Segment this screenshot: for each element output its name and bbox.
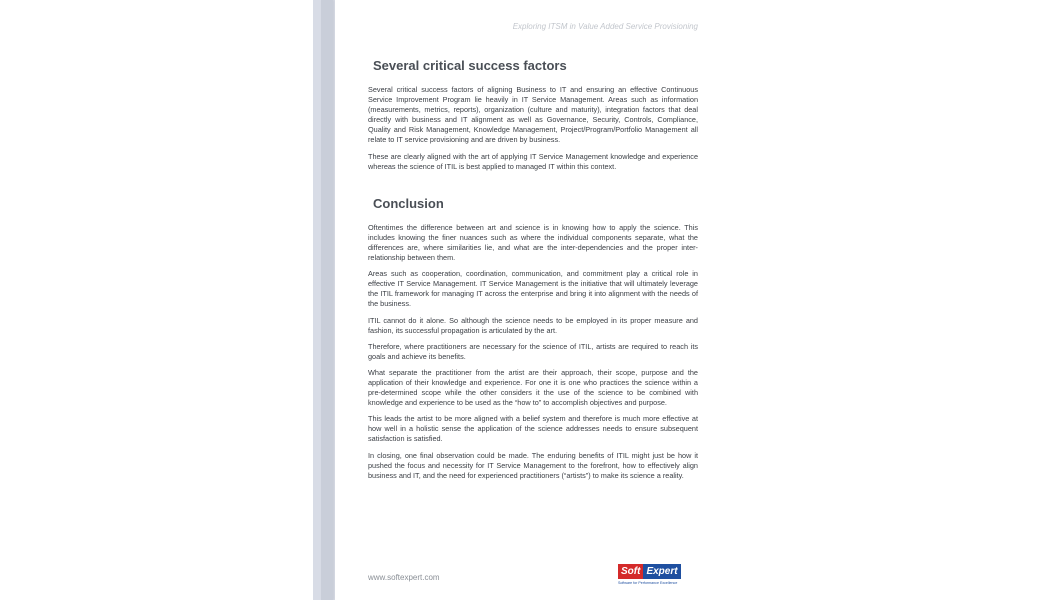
running-header: Exploring ITSM in Value Added Service Provisioning (512, 22, 698, 31)
paragraph: Several critical success factors of aligning Business to IT and ensuring an effective Continuous Service Improvement Program lie heavily in IT Service Management. Areas such as information (measurements, metrics, reports), organization (culture and maturity), integration factors that deal directly with business and IT alignment as well as Governance, Security, Controls, Compliance, Quality and Risk Management, Knowledge Management, Project/Program/Portfolio Management all relate to IT service provisioning and are driven by business. (368, 85, 698, 145)
paragraph: These are clearly aligned with the art of applying IT Service Management knowledge and experience whereas the science of ITIL is best applied to managed IT within this context. (368, 151, 698, 171)
document-page (335, 0, 735, 600)
paragraph: ITIL cannot do it alone. So although the science needs to be employed in its proper measure and fashion, its successful propagation is articulated by the art. (368, 315, 698, 335)
section-heading-success-factors: Several critical success factors (373, 58, 567, 73)
logo-expert-text: Expert (643, 564, 680, 579)
footer-url: www.softexpert.com (368, 573, 440, 582)
paragraph: Oftentimes the difference between art and science is in knowing how to apply the science. This includes knowing the finer nuances such as where the individual components separate, what the differences are, where similarities lie, and what are the inter-dependencies and the proper inter-relationship between them. (368, 222, 698, 263)
paragraph: In closing, one final observation could be made. The enduring benefits of ITIL might just be how it pushed the focus and necessity for IT Service Management to the forefront, how to effectively align business and IT, and the need for experienced practitioners (“artists”) to make its science a reality. (368, 450, 698, 480)
paragraph: Therefore, where practitioners are necessary for the science of ITIL, artists are required to reach its goals and achieve its benefits. (368, 341, 698, 361)
paragraph: This leads the artist to be more aligned with a belief system and therefore is much more effective at how well in a holistic sense the application of the science addresses needs to ensure subsequent satisfaction is satisfied. (368, 414, 698, 444)
section-heading-conclusion: Conclusion (373, 195, 444, 211)
logo-tagline: Software for Performance Excellence (618, 581, 678, 585)
page-content (368, 58, 698, 487)
softexpert-logo (618, 564, 700, 588)
paragraph: Areas such as cooperation, coordination, communication, and commitment play a critical role in effective IT Service Management. IT Service Management is the initiative that will ultimately leverage the ITIL framework for managing IT across the enterprise and bring it into alignment with the needs of the business. (368, 269, 698, 309)
page-spine-shadow (321, 0, 333, 600)
logo-soft-text: Soft (618, 564, 643, 579)
paragraph: What separate the practitioner from the artist are their approach, their scope, purpose and the application of their knowledge and experience. For one it is one who practices the science within a pre-determined scope while the other considers it the use of the science to be combined with knowledge and experience to be used as the “how to” to accomplish objectives and purpose. (368, 367, 698, 408)
